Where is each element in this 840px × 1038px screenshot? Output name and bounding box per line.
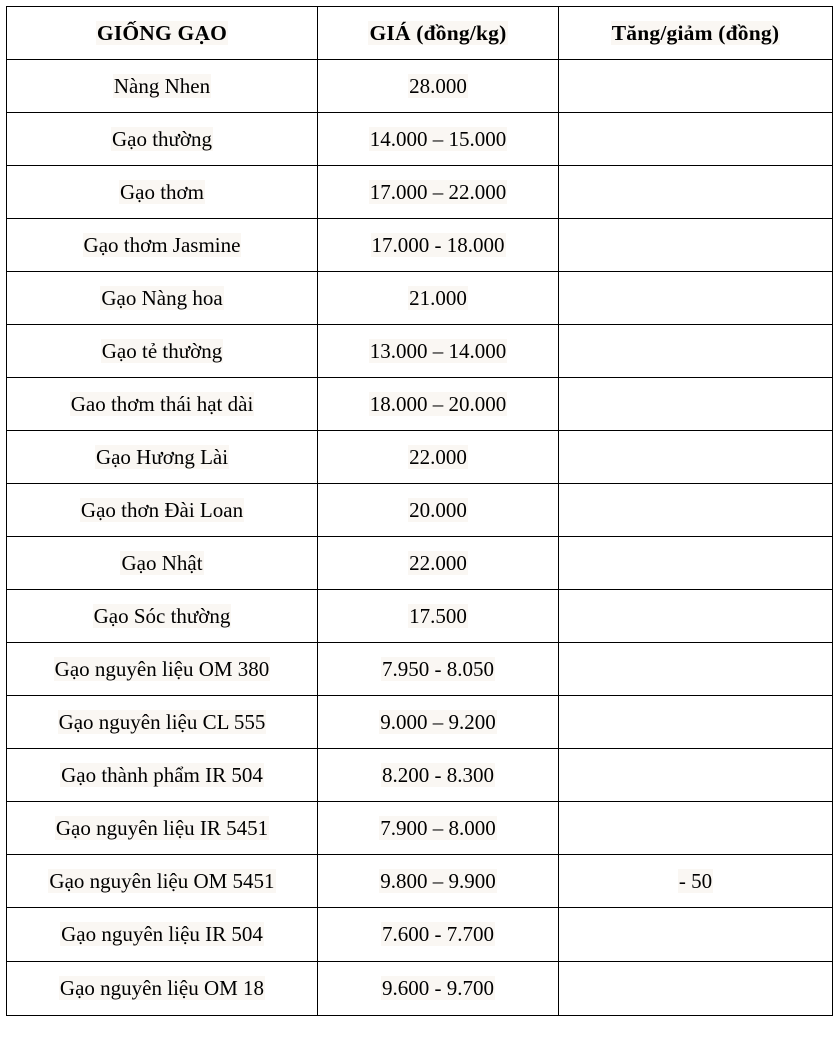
table-row <box>7 908 833 962</box>
cell-change <box>559 643 833 696</box>
price-value: 13.000 – 14.000 <box>369 338 507 363</box>
cell-change <box>559 696 833 749</box>
cell-price <box>318 113 559 166</box>
cell-change <box>559 590 833 643</box>
cell-change <box>559 219 833 272</box>
cell-change <box>559 537 833 590</box>
cell-variety <box>7 908 318 962</box>
price-value: 9.000 – 9.200 <box>380 709 496 734</box>
change-value <box>695 498 697 522</box>
cell-price <box>318 696 559 749</box>
column-header-price-label: GIÁ (đồng/kg) <box>369 20 507 45</box>
change-value <box>695 286 697 310</box>
price-value: 17.000 - 18.000 <box>371 232 505 257</box>
price-value: 18.000 – 20.000 <box>369 391 507 416</box>
price-value: 9.800 – 9.900 <box>380 868 496 893</box>
table-header <box>7 7 833 60</box>
cell-variety <box>7 484 318 537</box>
cell-price <box>318 378 559 431</box>
cell-change <box>559 113 833 166</box>
change-value <box>695 74 697 98</box>
price-value: 7.950 - 8.050 <box>382 656 494 681</box>
cell-price <box>318 431 559 484</box>
cell-variety <box>7 378 318 431</box>
variety-label: Gạo nguyên liệu OM 5451 <box>49 868 275 893</box>
variety-label: Gạo nguyên liệu OM 380 <box>54 656 270 681</box>
table-row <box>7 590 833 643</box>
table-row <box>7 855 833 908</box>
variety-label: Gạo Nàng hoa <box>101 285 223 310</box>
cell-price <box>318 643 559 696</box>
price-value: 7.600 - 7.700 <box>382 922 494 947</box>
cell-variety <box>7 802 318 855</box>
price-value: 7.900 – 8.000 <box>380 815 496 840</box>
table-row <box>7 484 833 537</box>
change-value <box>695 233 697 257</box>
table-header-row <box>7 7 833 60</box>
cell-price <box>318 962 559 1016</box>
table-row <box>7 378 833 431</box>
price-value: 22.000 <box>409 550 467 575</box>
change-value <box>695 657 697 681</box>
price-value: 17.000 – 22.000 <box>369 179 507 204</box>
change-value <box>695 816 697 840</box>
cell-price <box>318 272 559 325</box>
cell-variety <box>7 113 318 166</box>
variety-label: Gạo thơm <box>119 179 204 204</box>
table-row <box>7 537 833 590</box>
variety-label: Gạo thơm Jasmine <box>83 232 241 257</box>
cell-variety <box>7 696 318 749</box>
variety-label: Gao thơm thái hạt dài <box>70 391 254 416</box>
table-row <box>7 325 833 378</box>
variety-label: Gạo Hương Lài <box>95 444 229 469</box>
price-value: 28.000 <box>409 73 467 98</box>
cell-change <box>559 484 833 537</box>
cell-price <box>318 855 559 908</box>
cell-price <box>318 802 559 855</box>
variety-label: Gạo nguyên liệu CL 555 <box>58 709 266 734</box>
price-value: 9.600 - 9.700 <box>382 976 494 1001</box>
change-value <box>695 604 697 628</box>
table-row <box>7 113 833 166</box>
price-value: 20.000 <box>409 497 467 522</box>
change-value <box>695 339 697 363</box>
column-header-variety <box>7 7 318 60</box>
cell-change <box>559 166 833 219</box>
cell-variety <box>7 855 318 908</box>
cell-price <box>318 166 559 219</box>
variety-label: Nàng Nhen <box>113 73 211 98</box>
cell-variety <box>7 166 318 219</box>
variety-label: Gạo Nhật <box>121 550 203 575</box>
cell-variety <box>7 431 318 484</box>
price-value: 8.200 - 8.300 <box>382 762 494 787</box>
cell-change <box>559 908 833 962</box>
column-header-variety-label: GIỐNG GẠO <box>96 20 228 45</box>
variety-label: Gạo nguyên liệu OM 18 <box>59 976 265 1001</box>
price-value: 21.000 <box>409 285 467 310</box>
variety-label: Gạo thơn Đài Loan <box>80 497 244 522</box>
variety-label: Gạo tẻ thường <box>101 338 223 363</box>
cell-price <box>318 908 559 962</box>
change-value <box>695 710 697 734</box>
cell-price <box>318 749 559 802</box>
cell-price <box>318 219 559 272</box>
table-row <box>7 166 833 219</box>
variety-label: Gạo thành phẩm IR 504 <box>61 762 263 787</box>
cell-price <box>318 325 559 378</box>
rice-price-table <box>6 6 833 1016</box>
change-value <box>695 127 697 151</box>
change-value <box>695 763 697 787</box>
column-header-change <box>559 7 833 60</box>
change-value <box>695 551 697 575</box>
cell-change <box>559 378 833 431</box>
table-row <box>7 962 833 1016</box>
cell-variety <box>7 272 318 325</box>
cell-change <box>559 855 833 908</box>
cell-price <box>318 590 559 643</box>
table-row <box>7 60 833 113</box>
table-row <box>7 749 833 802</box>
cell-variety <box>7 219 318 272</box>
price-value: 22.000 <box>409 444 467 469</box>
price-value: 17.500 <box>409 603 467 628</box>
price-table-container <box>6 6 832 1016</box>
table-row <box>7 802 833 855</box>
cell-change <box>559 60 833 113</box>
cell-variety <box>7 537 318 590</box>
change-value: - 50 <box>678 868 713 893</box>
cell-change <box>559 272 833 325</box>
cell-variety <box>7 325 318 378</box>
change-value <box>695 976 697 1000</box>
cell-price <box>318 537 559 590</box>
cell-price <box>318 484 559 537</box>
cell-variety <box>7 962 318 1016</box>
cell-variety <box>7 749 318 802</box>
cell-change <box>559 802 833 855</box>
column-header-change-label: Tăng/giảm (đồng) <box>611 20 780 45</box>
column-header-price <box>318 7 559 60</box>
table-row <box>7 431 833 484</box>
price-value: 14.000 – 15.000 <box>369 126 507 151</box>
change-value <box>695 392 697 416</box>
table-row <box>7 272 833 325</box>
table-body <box>7 60 833 1016</box>
cell-variety <box>7 60 318 113</box>
cell-variety <box>7 590 318 643</box>
cell-variety <box>7 643 318 696</box>
variety-label: Gạo nguyên liệu IR 504 <box>61 922 263 947</box>
variety-label: Gạo thường <box>111 126 213 151</box>
change-value <box>695 180 697 204</box>
cell-change <box>559 962 833 1016</box>
cell-change <box>559 325 833 378</box>
change-value <box>695 445 697 469</box>
table-row <box>7 696 833 749</box>
variety-label: Gạo Sóc thường <box>93 603 231 628</box>
cell-change <box>559 431 833 484</box>
table-row <box>7 643 833 696</box>
cell-price <box>318 60 559 113</box>
change-value <box>695 922 697 946</box>
table-row <box>7 219 833 272</box>
variety-label: Gạo nguyên liệu IR 5451 <box>55 815 269 840</box>
cell-change <box>559 749 833 802</box>
